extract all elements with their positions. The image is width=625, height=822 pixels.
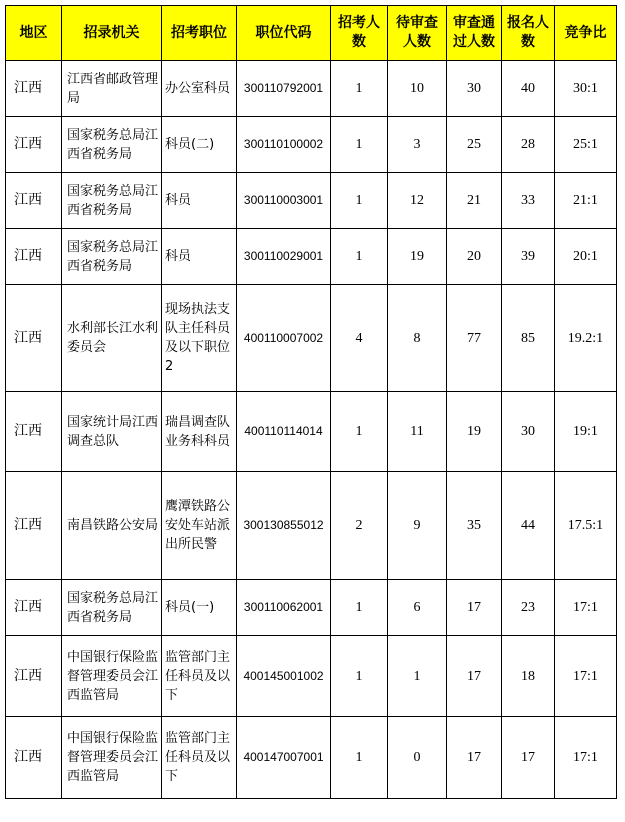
cell-position: 科员(二) (162, 117, 237, 173)
cell-ratio: 17:1 (555, 580, 617, 636)
cell-region: 江西 (6, 61, 62, 117)
cell-pending: 10 (388, 61, 447, 117)
cell-region: 江西 (6, 636, 62, 717)
cell-ratio: 17:1 (555, 636, 617, 717)
cell-region: 江西 (6, 229, 62, 285)
cell-agency: 国家税务总局江西省税务局 (62, 173, 162, 229)
cell-region: 江西 (6, 580, 62, 636)
cell-agency: 国家税务总局江西省税务局 (62, 580, 162, 636)
cell-quota: 1 (331, 173, 388, 229)
cell-pending: 11 (388, 392, 447, 472)
table-row (6, 717, 617, 799)
header-quota: 招考人数 (331, 6, 388, 61)
cell-position: 现场执法支队主任科员及以下职位2 (162, 285, 237, 392)
cell-passed: 17 (447, 717, 502, 799)
cell-applicants: 28 (502, 117, 555, 173)
cell-agency: 国家税务总局江西省税务局 (62, 229, 162, 285)
cell-ratio: 25:1 (555, 117, 617, 173)
cell-code: 400147007001 (237, 717, 331, 799)
cell-region: 江西 (6, 117, 62, 173)
cell-region: 江西 (6, 285, 62, 392)
cell-passed: 35 (447, 472, 502, 580)
cell-pending: 19 (388, 229, 447, 285)
cell-applicants: 18 (502, 636, 555, 717)
cell-quota: 1 (331, 61, 388, 117)
cell-position: 科员(一) (162, 580, 237, 636)
recruitment-table (5, 5, 617, 799)
cell-pending: 12 (388, 173, 447, 229)
cell-applicants: 39 (502, 229, 555, 285)
cell-region: 江西 (6, 717, 62, 799)
cell-passed: 21 (447, 173, 502, 229)
cell-position: 监管部门主任科员及以下 (162, 636, 237, 717)
cell-region: 江西 (6, 173, 62, 229)
cell-code: 300130855012 (237, 472, 331, 580)
cell-applicants: 33 (502, 173, 555, 229)
header-ratio: 竞争比 (555, 6, 617, 61)
cell-pending: 0 (388, 717, 447, 799)
cell-quota: 1 (331, 229, 388, 285)
cell-agency: 中国银行保险监督管理委员会江西监管局 (62, 636, 162, 717)
cell-passed: 77 (447, 285, 502, 392)
cell-ratio: 30:1 (555, 61, 617, 117)
table-row (6, 117, 617, 173)
cell-quota: 1 (331, 392, 388, 472)
table-row (6, 229, 617, 285)
cell-applicants: 44 (502, 472, 555, 580)
cell-ratio: 17.5:1 (555, 472, 617, 580)
cell-position: 瑞昌调查队业务科科员 (162, 392, 237, 472)
cell-position: 鹰潭铁路公安处车站派出所民警 (162, 472, 237, 580)
cell-agency: 水利部长江水利委员会 (62, 285, 162, 392)
cell-pending: 9 (388, 472, 447, 580)
cell-passed: 30 (447, 61, 502, 117)
cell-code: 300110003001 (237, 173, 331, 229)
cell-pending: 3 (388, 117, 447, 173)
cell-ratio: 20:1 (555, 229, 617, 285)
cell-applicants: 17 (502, 717, 555, 799)
cell-ratio: 17:1 (555, 717, 617, 799)
cell-position: 科员 (162, 173, 237, 229)
cell-position: 办公室科员 (162, 61, 237, 117)
cell-quota: 1 (331, 117, 388, 173)
header-row (6, 6, 617, 61)
cell-position: 监管部门主任科员及以下 (162, 717, 237, 799)
cell-quota: 1 (331, 636, 388, 717)
cell-quota: 2 (331, 472, 388, 580)
cell-agency: 国家税务总局江西省税务局 (62, 117, 162, 173)
header-passed: 审查通过人数 (447, 6, 502, 61)
cell-applicants: 30 (502, 392, 555, 472)
cell-ratio: 21:1 (555, 173, 617, 229)
cell-passed: 17 (447, 636, 502, 717)
cell-code: 300110029001 (237, 229, 331, 285)
cell-quota: 1 (331, 580, 388, 636)
cell-agency: 国家统计局江西调查总队 (62, 392, 162, 472)
table-row (6, 285, 617, 392)
cell-code: 300110062001 (237, 580, 331, 636)
cell-passed: 17 (447, 580, 502, 636)
header-region: 地区 (6, 6, 62, 61)
cell-code: 400110114014 (237, 392, 331, 472)
header-position: 招考职位 (162, 6, 237, 61)
table-row (6, 173, 617, 229)
table-row (6, 636, 617, 717)
cell-agency: 南昌铁路公安局 (62, 472, 162, 580)
cell-code: 400110007002 (237, 285, 331, 392)
cell-ratio: 19.2:1 (555, 285, 617, 392)
header-code: 职位代码 (237, 6, 331, 61)
cell-code: 300110100002 (237, 117, 331, 173)
cell-agency: 中国银行保险监督管理委员会江西监管局 (62, 717, 162, 799)
cell-position: 科员 (162, 229, 237, 285)
table-row (6, 61, 617, 117)
cell-quota: 4 (331, 285, 388, 392)
cell-pending: 6 (388, 580, 447, 636)
table-row (6, 472, 617, 580)
cell-pending: 8 (388, 285, 447, 392)
cell-passed: 19 (447, 392, 502, 472)
cell-applicants: 23 (502, 580, 555, 636)
header-agency: 招录机关 (62, 6, 162, 61)
cell-passed: 25 (447, 117, 502, 173)
cell-agency: 江西省邮政管理局 (62, 61, 162, 117)
cell-quota: 1 (331, 717, 388, 799)
table-row (6, 580, 617, 636)
cell-applicants: 85 (502, 285, 555, 392)
header-applicants: 报名人数 (502, 6, 555, 61)
table-row (6, 392, 617, 472)
cell-applicants: 40 (502, 61, 555, 117)
cell-region: 江西 (6, 472, 62, 580)
cell-passed: 20 (447, 229, 502, 285)
cell-ratio: 19:1 (555, 392, 617, 472)
cell-pending: 1 (388, 636, 447, 717)
cell-code: 400145001002 (237, 636, 331, 717)
cell-code: 300110792001 (237, 61, 331, 117)
header-pending: 待审查人数 (388, 6, 447, 61)
cell-region: 江西 (6, 392, 62, 472)
